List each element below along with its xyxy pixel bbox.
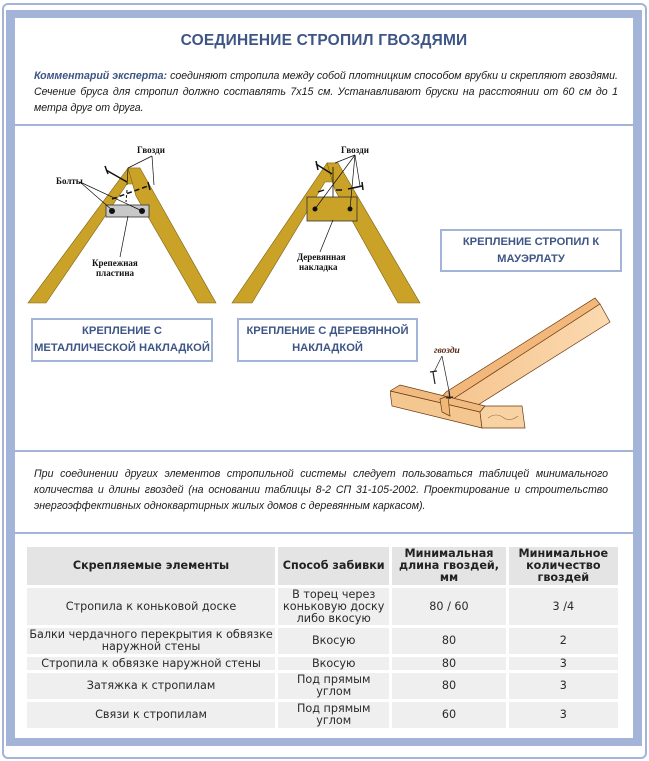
frame-left-bar bbox=[6, 10, 15, 746]
mauerlat-diagram bbox=[390, 288, 630, 448]
metal-plate-diagram bbox=[20, 130, 230, 310]
cell-length: 80 / 60 bbox=[392, 588, 505, 625]
right-rafter bbox=[327, 163, 420, 303]
frame-right-bar bbox=[633, 10, 642, 746]
cell-method: Вкосую bbox=[278, 628, 389, 654]
label-plate: пластина bbox=[96, 268, 135, 278]
rafter-top-edge bbox=[440, 298, 600, 401]
page-title: СОЕДИНЕНИЕ СТРОПИЛ ГВОЗДЯМИ bbox=[180, 32, 468, 49]
left-rafter bbox=[232, 163, 338, 303]
caption-metal-plate bbox=[31, 318, 213, 362]
cell-method: Вкосую bbox=[278, 657, 389, 670]
label-pad: накладка bbox=[299, 262, 338, 272]
frame-bottom-bar bbox=[6, 738, 642, 746]
table-row bbox=[27, 657, 618, 670]
bolt-icon bbox=[139, 208, 145, 214]
cell-count: 3 /4 bbox=[509, 588, 618, 625]
table-row bbox=[27, 588, 618, 625]
cell-count: 3 bbox=[509, 673, 618, 699]
cell-length: 80 bbox=[392, 628, 505, 654]
caption-line: КРЕПЛЕНИЕ С ДЕРЕВЯННОЙ bbox=[246, 325, 409, 337]
rafter-beam bbox=[448, 304, 610, 416]
nail-icon bbox=[433, 372, 435, 384]
table-header-row bbox=[27, 547, 618, 585]
left-rafter bbox=[28, 168, 140, 303]
cell-method: Под прямым углом bbox=[278, 673, 389, 699]
cell-elements: Стропила к обвязке наружной стены bbox=[27, 657, 275, 670]
table-note: При соединении других элементов стропильной системы следует пользоваться таблицей минимального количества и длины гвоздей (на основании таблицы 8-2 СП 31-105-2002. Проектирование и строительство энергоэффективных одноквартирных жилых домов с деревянным каркасом). bbox=[34, 468, 608, 512]
caption-mauerlat bbox=[440, 229, 622, 272]
label-nails: Гвозди bbox=[341, 145, 369, 155]
expert-comment bbox=[34, 68, 618, 116]
header-min-length: Минимальная длина гвоздей, мм bbox=[392, 547, 505, 585]
section-divider bbox=[15, 450, 633, 452]
header-method: Способ забивки bbox=[278, 547, 389, 585]
right-rafter bbox=[128, 168, 216, 303]
cell-length: 60 bbox=[392, 702, 505, 728]
wood-pad-diagram bbox=[220, 130, 430, 310]
caption-line: КРЕПЛЕНИЕ СТРОПИЛ К bbox=[462, 235, 600, 248]
label-plate: Крепежная bbox=[92, 258, 138, 268]
label-pad: Деревянная bbox=[297, 252, 346, 262]
cell-elements: Затяжка к стропилам bbox=[27, 673, 275, 699]
nails-table bbox=[24, 544, 621, 731]
cell-method: В торец через коньковую доску либо вкосую bbox=[278, 588, 389, 625]
cell-elements: Стропила к коньковой доске bbox=[27, 588, 275, 625]
expert-comment-text: соединяют стропила между собой плотницким способом врубки и скрепляют гвоздями. Сечение бруса для стропил должно составлять 7х15 см. Устанавливают бруски на расстоянии от 60 см до 1 метра друг от друга. bbox=[34, 70, 618, 114]
section-divider bbox=[15, 532, 633, 534]
cell-length: 80 bbox=[392, 673, 505, 699]
cell-method: Под прямым углом bbox=[278, 702, 389, 728]
section-divider bbox=[15, 124, 633, 126]
caption-line: НАКЛАДКОЙ bbox=[292, 342, 363, 354]
expert-comment-lead: Комментарий эксперта: bbox=[34, 70, 168, 82]
frame-top-bar bbox=[6, 10, 642, 18]
table-row bbox=[27, 673, 618, 699]
caption-line: МАУЭРЛАТУ bbox=[497, 252, 565, 265]
bolt-icon bbox=[109, 208, 115, 214]
caption-line: КРЕПЛЕНИЕ С bbox=[82, 325, 162, 337]
caption-line: МЕТАЛЛИЧЕСКОЙ НАКЛАДКОЙ bbox=[34, 342, 210, 354]
label-nails: гвозди bbox=[434, 346, 460, 356]
cell-elements: Связи к стропилам bbox=[27, 702, 275, 728]
label-nails: Гвозди bbox=[137, 145, 165, 155]
header-elements: Скрепляемые элементы bbox=[27, 547, 275, 585]
table-row bbox=[27, 702, 618, 728]
cell-count: 3 bbox=[509, 657, 618, 670]
label-bolts: Болты bbox=[56, 176, 83, 186]
cell-length: 80 bbox=[392, 657, 505, 670]
cell-elements: Балки чердачного перекрытия к обвязке наружной стены bbox=[27, 628, 275, 654]
cell-count: 3 bbox=[509, 702, 618, 728]
table-row bbox=[27, 628, 618, 654]
cell-count: 2 bbox=[509, 628, 618, 654]
header-min-count: Минимальное количество гвоздей bbox=[509, 547, 618, 585]
